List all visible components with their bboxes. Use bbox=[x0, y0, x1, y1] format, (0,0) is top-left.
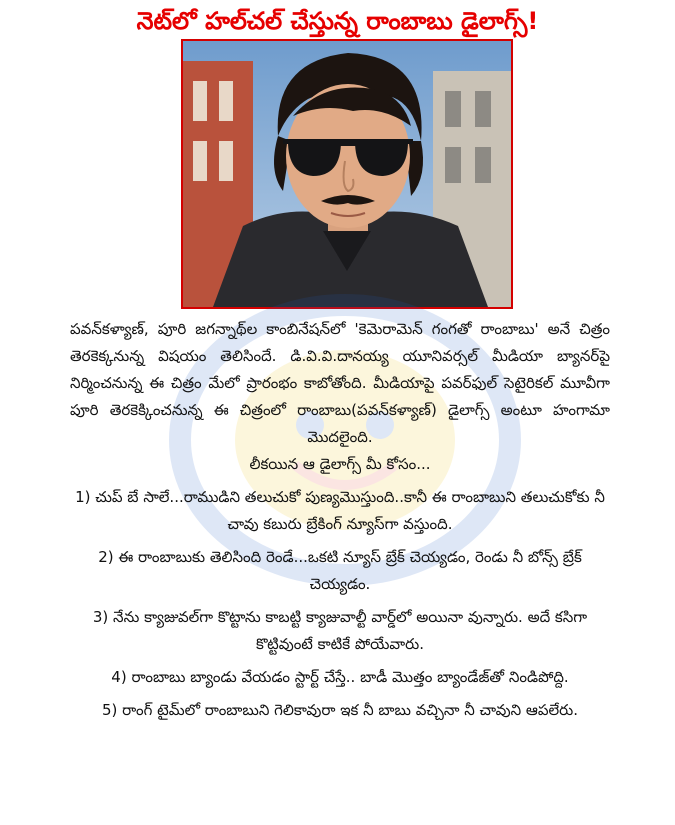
dialogue-item: 4) రాంబాబు బ్యాండు వేయడం స్టార్ట్ చేస్తే.. బాడీ మొత్తం బ్యాండేజ్‌తో నిండిపోద్ది. bbox=[111, 668, 569, 686]
dialogues-lead-in: లీకయిన ఆ డైలాగ్స్ మీ కోసం... bbox=[249, 455, 431, 473]
article-photo bbox=[181, 39, 513, 309]
article-intro: పవన్‌కళ్యాణ్, పూరి జగన్నాథ్‌ల కాంబినేషన్‌లో 'కెమెరామెన్ గంగతో రాంబాబు' అనే చిత్రం తెరకెక్కనున్న విషయం తెలిసిందే. డి.వి.వి.దానయ్య యూనివర్సల్ మీడియా బ్యానర్‌పై నిర్మించనున్న ఈ చిత్రం మేలో ప్రారంభం కాబోతోంది. మీడియాపై పవర్‌ఫుల్ సెటైరికల్ మూవీగా పూరి తెరకెక్కించనున్న ఈ చిత్రంలో రాంబాబు(పవన్‌కళ్యాణ్) డైలాగ్స్ అంటూ హంగామా మొదలైంది. bbox=[70, 320, 610, 446]
photo-illustration bbox=[183, 41, 511, 307]
dialogue-item: 5) రాంగ్ టైమ్‌లో రాంబాబుని గెలికావురా ఇక నీ బాబు వచ్చినా నీ చావుని ఆపలేరు. bbox=[101, 701, 579, 719]
dialogue-item: 1) చుప్ బే సాలే...రాముడిని తలుచుకో పుణ్యమొస్తుంది..కానీ ఈ రాంబాబుని తలుచుకోకు నీ చావు కబురు బ్రేకింగ్ న్యూస్‌గా వస్తుంది. bbox=[75, 488, 605, 533]
dialogue-item: 2) ఈ రాంబాబుకు తెలిసింది రెండే...ఒకటి న్యూస్ బ్రేక్ చెయ్యడం, రెండు నీ బోన్స్ బ్రేక్ చెయ్యడం. bbox=[98, 548, 582, 593]
headline: నెట్‌లో హల్‌చల్ చేస్తున్న రాంబాబు డైలాగ్స్! bbox=[136, 7, 539, 35]
dialogue-item: 3) నేను క్యాజువల్‌గా కొట్టాను కాబట్టి క్యాజువాల్టీ వార్డ్‌లో అయినా వున్నారు. అదే కసిగా కొట్టివుంటే కాటికే పోయేవారు. bbox=[92, 608, 588, 653]
article-body bbox=[70, 316, 610, 724]
